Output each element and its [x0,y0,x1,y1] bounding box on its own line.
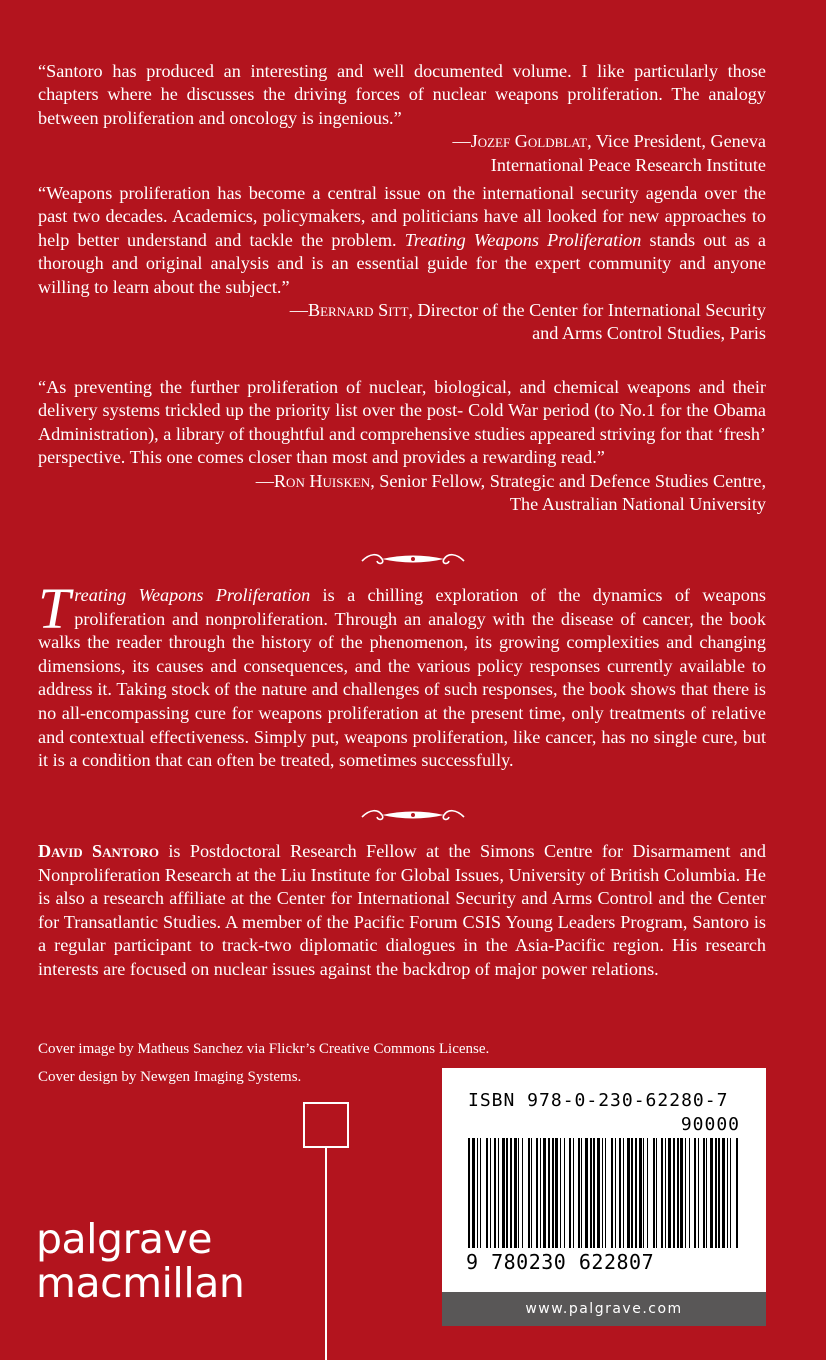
publisher-url: www.palgrave.com [442,1292,766,1326]
bio-text [38,840,766,982]
quote-1-affiliation-2: International Peace Research Institute [490,154,766,175]
quote-2-book-title: Treating Weapons Proliferation [404,229,642,250]
quote-1-attribution [38,130,766,177]
bio-body: is Postdoctoral Research Fellow at the Simons Centre for Disarmament and Nonproliferation Research at the Liu Institute for Global Issues, University of British Columbia. He is also a research affiliate at the Center for International Security and Arms Control and the Center for Transatlantic Studies. A member of the Pacific Forum CSIS Young Leaders Program, Santoro is a regular participant to track-two diplomatic dialogues in the Asia-Pacific region. His research interests are focused on nuclear issues against the backdrop of major power relations. [38,841,766,979]
quote-2-rest: stands out as a thorough and original analysis and is an essential guide for the expert community and anyone willing to learn about the subject.” [38,229,767,297]
barcode-panel [442,1068,766,1326]
price-code: 90000 [680,1114,740,1135]
quote-3-affiliation-2: The Australian National University [509,494,766,515]
isbn-label: ISBN 978-0-230-62280-7 [468,1090,729,1111]
quote-1-affiliation-1: , Vice President, Geneva [587,131,766,152]
author-bio [38,840,766,982]
quote-3-author: —Ron Huisken [255,470,371,491]
description-title: reating Weapons Proliferation [74,585,311,605]
quote-2-attribution [38,299,766,346]
quote-2 [38,182,766,346]
cover-image-credit: Cover image by Matheus Sanchez via Flickr’s Creative Commons License. [38,1041,490,1057]
quote-2-author: —Bernard Sitt [289,300,409,321]
quote-2-affiliation-2: and Arms Control Studies, Paris [532,323,766,344]
flourish-icon [358,806,468,824]
ean-number: 9 780230 622807 [466,1250,655,1274]
barcode-icon [468,1138,740,1248]
decorative-line [325,1148,327,1360]
quote-2-text [38,182,766,299]
drop-cap: T [38,576,71,641]
quote-3-affiliation-1: , Senior Fellow, Strategic and Defence Studies Centre, [370,470,766,491]
quote-2-affiliation-1: , Director of the Center for International Security [408,300,766,321]
cover-design-credit: Cover design by Newgen Imaging Systems. [38,1069,302,1085]
ornament-divider-1 [0,550,826,568]
publisher-logo-line-1: palgrave [36,1215,213,1263]
quote-1 [38,60,766,177]
author-name: David Santoro [38,841,159,861]
description-body: is a chilling exploration of the dynamics of weapons proliferation and nonproliferation. Through an analogy with the disease of cancer, the book walks the reader through the history of the phenomenon, its growing complexities and changing dimensions, its causes and consequences, and the various policy responses currently available to address it. Taking stock of the nature and challenges of such responses, the book shows that there is no all-encompassing cure for weapons proliferation at the present time, only treatments of relative and contextual effectiveness. Simply put, weapons proliferation, like cancer, has no single cure, but it is a condition that can often be treated, sometimes successfully. [38,585,766,771]
quote-1-author: —Jozef Goldblat [452,131,588,152]
quote-2-lead: “Weapons proliferation has become a central issue on the international security agenda over the past two decades. Academics, policymakers, and politicians have all looked for new approaches to help better understand and tackle the problem. [38,183,766,250]
book-description [38,576,766,773]
publisher-logo-line-2: macmillan [36,1259,245,1307]
decorative-square [303,1102,349,1148]
quote-1-text: “Santoro has produced an interesting and well documented volume. I like particularly those chapters where he discusses the driving forces of nuclear weapons proliferation. The analogy between proliferation and oncology is ingenious.” [38,61,766,128]
ornament-divider-2 [0,806,826,824]
quote-3-attribution [38,470,766,517]
quote-3 [38,376,766,516]
quote-3-text: “As preventing the further proliferation of nuclear, biological, and chemical weapons and their delivery systems trickled up the priority list over the post- Cold War period (to No.1 for the Obama Administration), a library of thoughtful and comprehensive studies appeared striving for that ‘fresh’ perspective. This one comes closer than most and provides a rewarding read.” [38,377,766,468]
description-text [38,576,766,773]
flourish-icon [358,550,468,568]
